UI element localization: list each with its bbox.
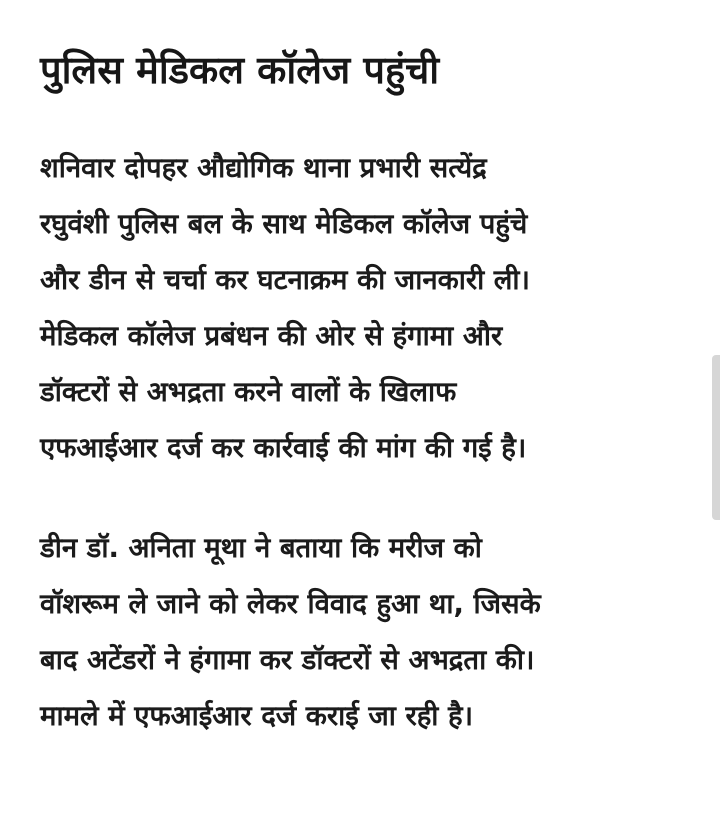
paragraph-line: मामले में एफआईआर दर्ज कराई जा रही है। (40, 700, 474, 732)
article-paragraph-1 (40, 140, 690, 476)
paragraph-line: डॉक्टरों से अभद्रता करने वालों के खिलाफ (40, 376, 457, 408)
article-body (40, 42, 690, 788)
paragraph-line: एफआईआर दर्ज कर कार्रवाई की मांग की गई है। (40, 432, 527, 464)
article-headline: पुलिस मेडिकल कॉलेज पहुंची (40, 48, 440, 92)
article-paragraph-2 (40, 520, 690, 744)
paragraph-line: वॉशरूम ले जाने को लेकर विवाद हुआ था, जिसके (40, 588, 541, 620)
paragraph-line: और डीन से चर्चा कर घटनाक्रम की जानकारी ली। (40, 264, 530, 296)
paragraph-line: रघुवंशी पुलिस बल के साथ मेडिकल कॉलेज पहुंचे (40, 208, 528, 240)
paragraph-line: मेडिकल कॉलेज प्रबंधन की ओर से हंगामा और (40, 320, 503, 352)
paragraph-line: बाद अटेंडरों ने हंगामा कर डॉक्टरों से अभद्रता की। (40, 644, 535, 676)
scrollbar-thumb[interactable] (712, 355, 720, 520)
paragraph-line: शनिवार दोपहर औद्योगिक थाना प्रभारी सत्येंद्र (40, 152, 487, 184)
paragraph-line: डीन डॉ. अनिता मूथा ने बताया कि मरीज को (40, 532, 482, 564)
